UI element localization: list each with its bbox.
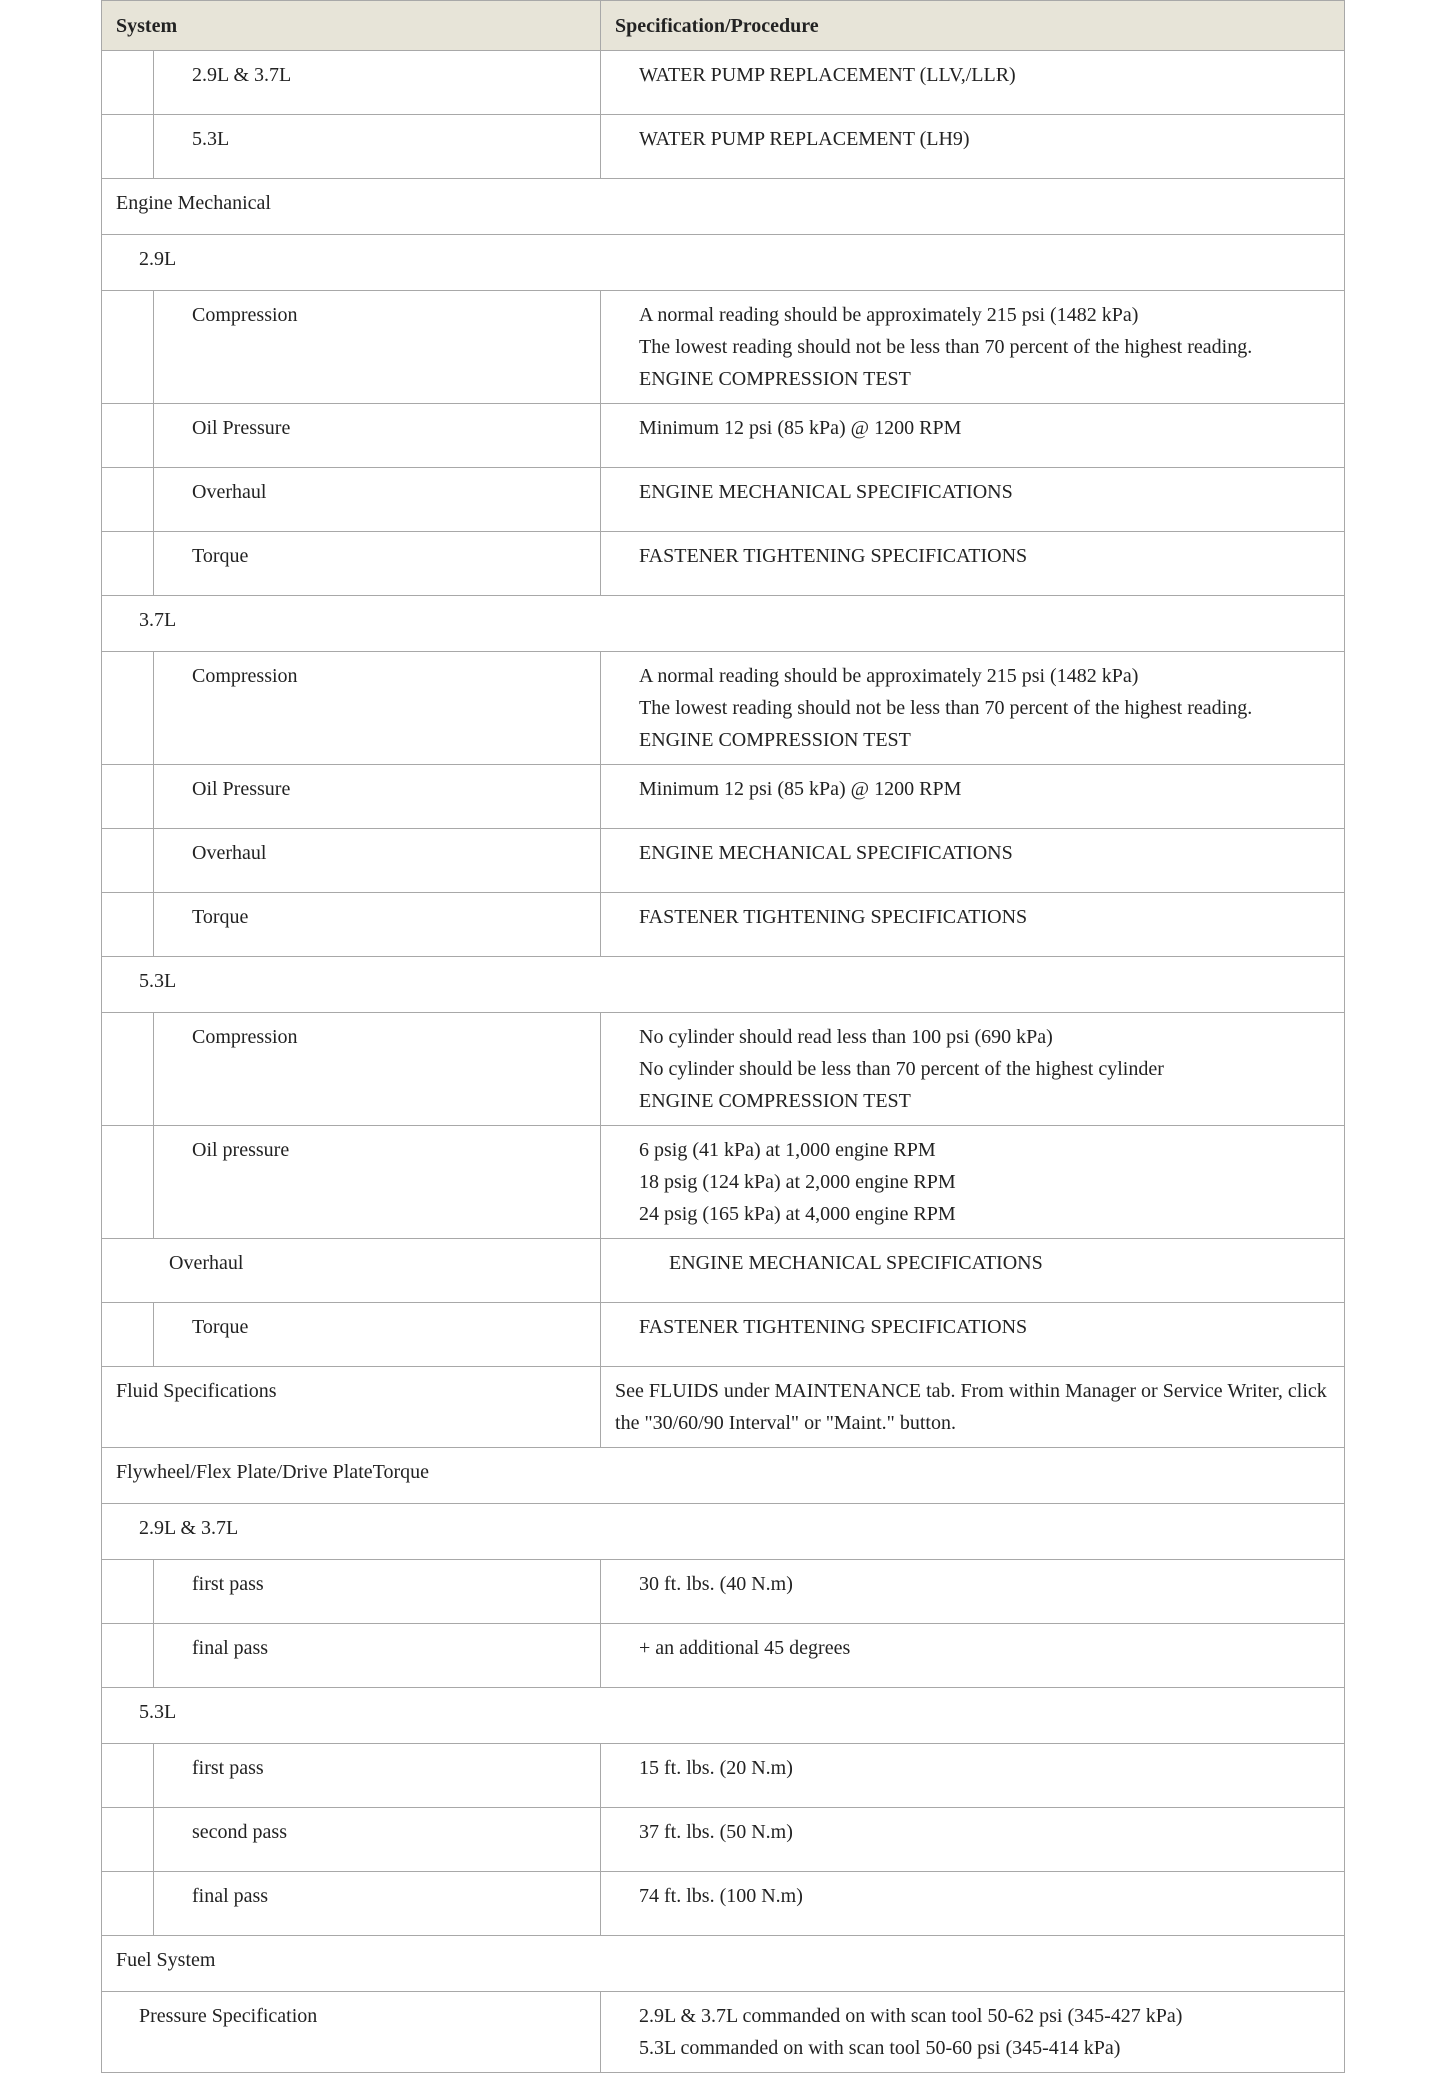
system-label: Oil Pressure — [154, 404, 601, 468]
table-row — [102, 1872, 1345, 1936]
system-label: Torque — [154, 1303, 601, 1367]
table-row — [102, 596, 1345, 652]
specification-line: ENGINE MECHANICAL SPECIFICATIONS — [639, 481, 1013, 503]
system-label: Overhaul — [154, 829, 601, 893]
specification-cell — [601, 893, 1345, 957]
specification-cell — [601, 404, 1345, 468]
specification-line: 74 ft. lbs. (100 N.m) — [639, 1885, 803, 1907]
table-row — [102, 115, 1345, 179]
indent-cell — [102, 532, 154, 596]
indent-cell — [102, 1303, 154, 1367]
table-row — [102, 179, 1345, 235]
header-specification: Specification/Procedure — [601, 1, 1345, 51]
table-row — [102, 1688, 1345, 1744]
group-heading: 2.9L & 3.7L — [102, 1504, 1345, 1560]
system-label: Compression — [154, 1013, 601, 1126]
table-row — [102, 957, 1345, 1013]
system-label: Overhaul — [102, 1239, 601, 1303]
table-row — [102, 1744, 1345, 1808]
spec-table — [101, 0, 1345, 2073]
specification-cell — [601, 51, 1345, 115]
table-row — [102, 893, 1345, 957]
indent-cell — [102, 115, 154, 179]
table-row — [102, 1013, 1345, 1126]
system-label: second pass — [154, 1808, 601, 1872]
system-label: Oil Pressure — [154, 765, 601, 829]
specification-line: 5.3L commanded on with scan tool 50-60 psi (345-414 kPa) — [639, 2037, 1121, 2059]
specification-line: 6 psig (41 kPa) at 1,000 engine RPM — [639, 1139, 936, 1161]
specification-line: A normal reading should be approximately 215 psi (1482 kPa) — [639, 665, 1139, 687]
table-row — [102, 404, 1345, 468]
specification-cell — [601, 1872, 1345, 1936]
indent-cell — [102, 652, 154, 765]
specification-cell — [601, 115, 1345, 179]
specification-cell — [601, 1126, 1345, 1239]
specification-cell — [601, 1560, 1345, 1624]
group-heading: 5.3L — [102, 957, 1345, 1013]
indent-cell — [102, 404, 154, 468]
specification-line: Minimum 12 psi (85 kPa) @ 1200 RPM — [639, 417, 962, 439]
specification-cell — [601, 1303, 1345, 1367]
spec-table-body — [102, 51, 1345, 2073]
group-heading: 5.3L — [102, 1688, 1345, 1744]
table-row — [102, 1936, 1345, 1992]
section-heading: Fuel System — [102, 1936, 1345, 1992]
indent-cell — [102, 765, 154, 829]
specification-cell — [601, 1808, 1345, 1872]
indent-cell — [102, 1013, 154, 1126]
system-label: Fluid Specifications — [102, 1367, 601, 1448]
specification-line: FASTENER TIGHTENING SPECIFICATIONS — [639, 1316, 1028, 1338]
specification-cell — [601, 1744, 1345, 1808]
specification-line: The lowest reading should not be less than 70 percent of the highest reading. — [639, 336, 1253, 358]
table-row — [102, 1992, 1345, 2073]
system-label: final pass — [154, 1624, 601, 1688]
system-label: Pressure Specification — [102, 1992, 601, 2073]
table-row — [102, 1808, 1345, 1872]
specification-line: ENGINE MECHANICAL SPECIFICATIONS — [669, 1252, 1043, 1274]
specification-line: FASTENER TIGHTENING SPECIFICATIONS — [639, 545, 1028, 567]
table-row — [102, 291, 1345, 404]
system-label: final pass — [154, 1872, 601, 1936]
system-label: first pass — [154, 1560, 601, 1624]
table-row — [102, 829, 1345, 893]
indent-cell — [102, 291, 154, 404]
system-label: Overhaul — [154, 468, 601, 532]
system-label: Oil pressure — [154, 1126, 601, 1239]
table-header-row — [102, 1, 1345, 51]
specification-cell — [601, 1239, 1345, 1303]
system-label: Compression — [154, 652, 601, 765]
system-label: Torque — [154, 893, 601, 957]
table-row — [102, 652, 1345, 765]
system-label: Torque — [154, 532, 601, 596]
specification-cell — [601, 1013, 1345, 1126]
specification-line: No cylinder should read less than 100 psi (690 kPa) — [639, 1026, 1053, 1048]
system-label: first pass — [154, 1744, 601, 1808]
specification-line: 2.9L & 3.7L commanded on with scan tool 50-62 psi (345-427 kPa) — [639, 2005, 1183, 2027]
indent-cell — [102, 468, 154, 532]
section-heading: Engine Mechanical — [102, 179, 1345, 235]
indent-cell — [102, 1126, 154, 1239]
specification-line: 18 psig (124 kPa) at 2,000 engine RPM — [639, 1171, 956, 1193]
group-heading: 2.9L — [102, 235, 1345, 291]
section-heading: Flywheel/Flex Plate/Drive PlateTorque — [102, 1448, 1345, 1504]
specification-line: The lowest reading should not be less than 70 percent of the highest reading. — [639, 697, 1253, 719]
specification-line: WATER PUMP REPLACEMENT (LH9) — [639, 128, 970, 150]
indent-cell — [102, 893, 154, 957]
table-row — [102, 1303, 1345, 1367]
table-row — [102, 1624, 1345, 1688]
table-row — [102, 1126, 1345, 1239]
specification-line: Minimum 12 psi (85 kPa) @ 1200 RPM — [639, 778, 962, 800]
indent-cell — [102, 1744, 154, 1808]
indent-cell — [102, 51, 154, 115]
specification-cell — [601, 1624, 1345, 1688]
table-row — [102, 1560, 1345, 1624]
system-label: Compression — [154, 291, 601, 404]
specification-cell — [601, 1992, 1345, 2073]
specification-line: FASTENER TIGHTENING SPECIFICATIONS — [639, 906, 1028, 928]
specification-cell — [601, 1367, 1345, 1448]
table-row — [102, 532, 1345, 596]
table-row — [102, 765, 1345, 829]
specification-line: 37 ft. lbs. (50 N.m) — [639, 1821, 793, 1843]
specification-line: WATER PUMP REPLACEMENT (LLV,/LLR) — [639, 64, 1016, 86]
header-system: System — [102, 1, 601, 51]
specification-line: 24 psig (165 kPa) at 4,000 engine RPM — [639, 1203, 956, 1225]
table-row — [102, 468, 1345, 532]
specification-line: A normal reading should be approximately 215 psi (1482 kPa) — [639, 304, 1139, 326]
system-label: 2.9L & 3.7L — [154, 51, 601, 115]
specification-line: No cylinder should be less than 70 percent of the highest cylinder — [639, 1058, 1164, 1080]
specification-line: 30 ft. lbs. (40 N.m) — [639, 1573, 793, 1595]
specification-cell — [601, 765, 1345, 829]
table-row — [102, 1504, 1345, 1560]
table-row — [102, 235, 1345, 291]
indent-cell — [102, 1808, 154, 1872]
indent-cell — [102, 1872, 154, 1936]
specification-line: ENGINE COMPRESSION TEST — [639, 729, 911, 751]
specification-cell — [601, 829, 1345, 893]
specification-cell — [601, 468, 1345, 532]
system-label: 5.3L — [154, 115, 601, 179]
indent-cell — [102, 829, 154, 893]
table-row — [102, 1239, 1345, 1303]
specification-cell — [601, 652, 1345, 765]
specification-line: ENGINE COMPRESSION TEST — [639, 368, 911, 390]
specification-line: See FLUIDS under MAINTENANCE tab. From within Manager or Service Writer, click the "30/60/90 Interval" or "Maint." button. — [615, 1380, 1327, 1434]
table-row — [102, 1367, 1345, 1448]
specification-line: ENGINE COMPRESSION TEST — [639, 1090, 911, 1112]
specification-line: + an additional 45 degrees — [639, 1637, 851, 1659]
specification-cell — [601, 532, 1345, 596]
indent-cell — [102, 1560, 154, 1624]
table-row — [102, 1448, 1345, 1504]
indent-cell — [102, 1624, 154, 1688]
specification-cell — [601, 291, 1345, 404]
table-row — [102, 51, 1345, 115]
specification-line: 15 ft. lbs. (20 N.m) — [639, 1757, 793, 1779]
group-heading: 3.7L — [102, 596, 1345, 652]
specification-line: ENGINE MECHANICAL SPECIFICATIONS — [639, 842, 1013, 864]
